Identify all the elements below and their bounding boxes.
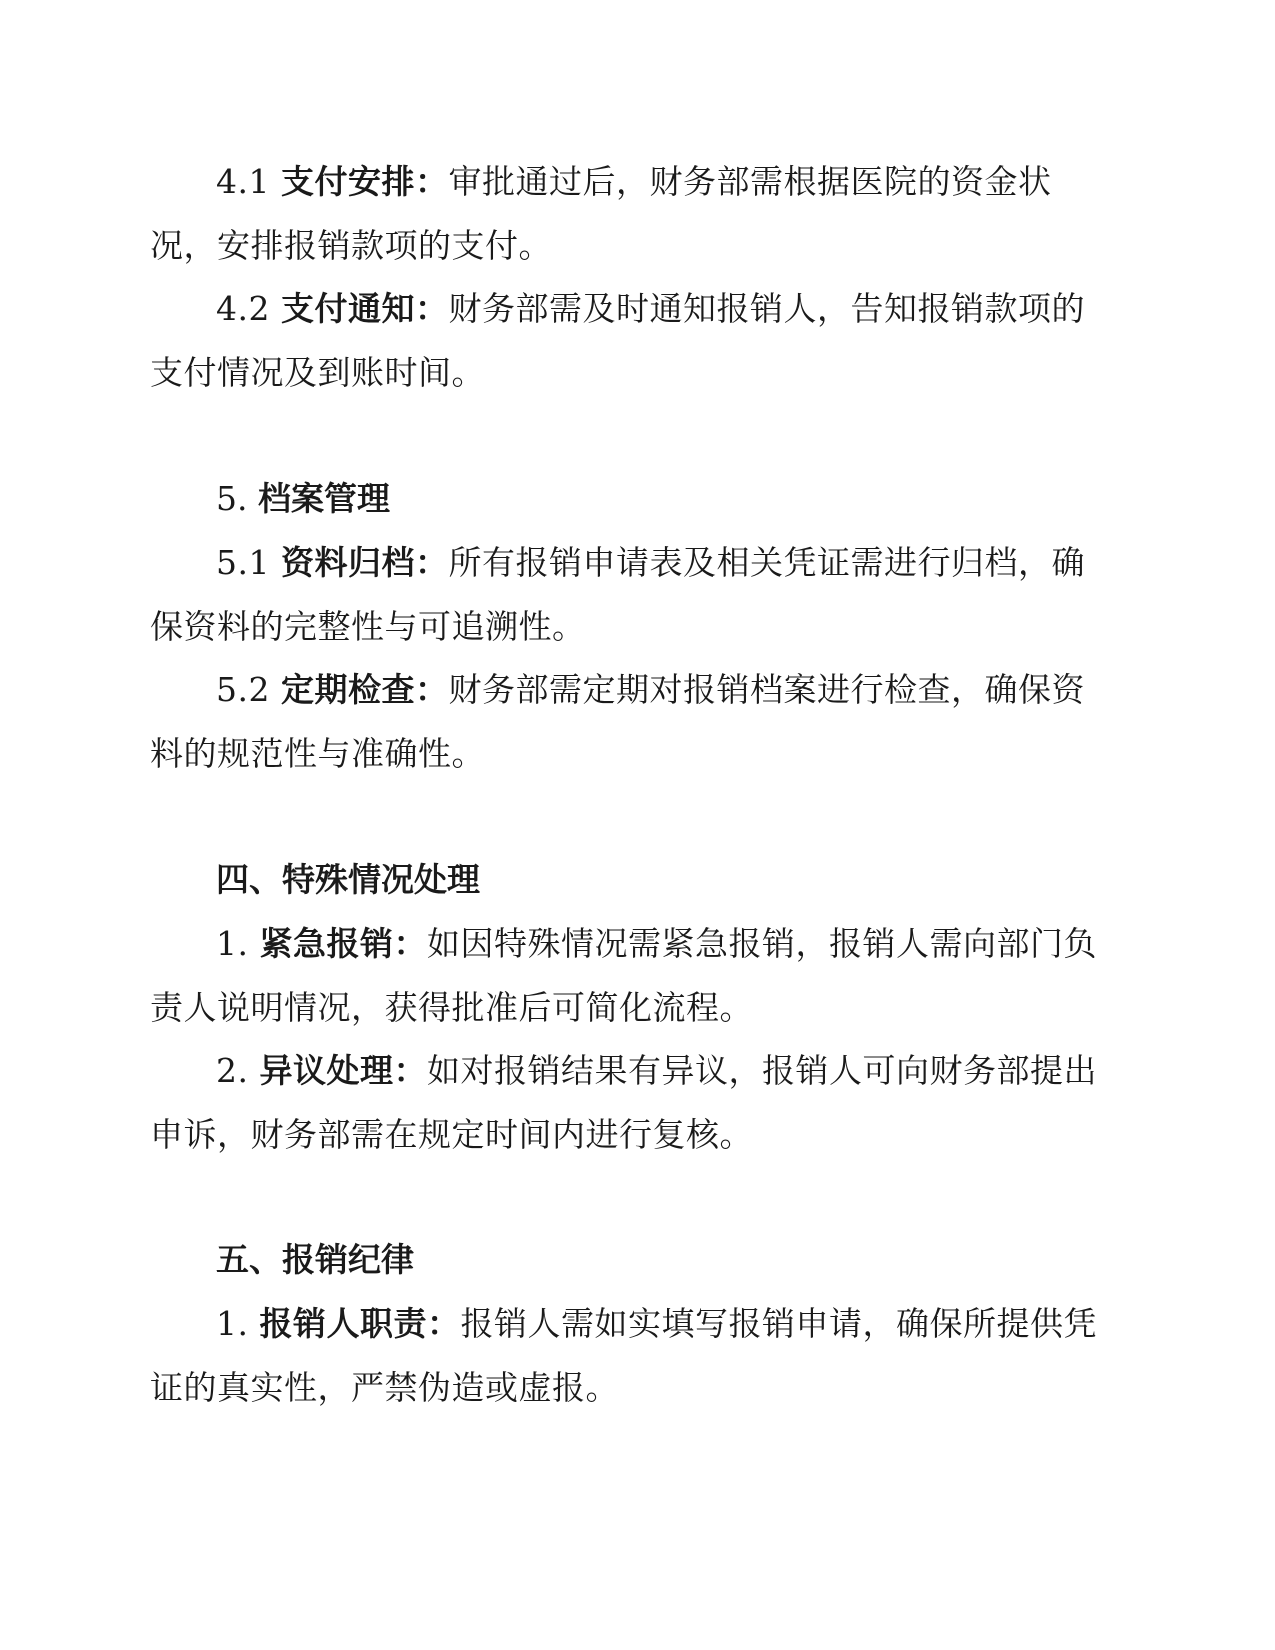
item-text: 所有报销申请表及相关凭证需进行归档，确保资料的完整性与可追溯性。 [150,543,1085,646]
item-label: 支付通知： [280,289,449,328]
item-label: 资料归档： [280,543,449,582]
paragraph-five-1 [150,1292,1110,1420]
item-label: 定期检查： [280,670,449,709]
item-text: 如因特殊情况需紧急报销，报销人需向部门负责人说明情况，获得批准后可简化流程。 [150,924,1097,1027]
item-text: 财务部需定期对报销档案进行检查，确保资料的规范性与准确性。 [150,670,1085,773]
paragraph-four-2 [150,1039,1110,1167]
heading-number: 5. [216,479,258,518]
paragraph-5-2 [150,658,1110,786]
paragraph-4-1 [150,150,1110,278]
item-number: 5.2 [216,670,281,709]
chapter-heading-five: 五、报销纪律 [216,1240,414,1279]
chapter-heading-four: 四、特殊情况处理 [216,860,480,899]
item-number: 1. [216,924,260,963]
item-number: 2. [216,1051,260,1090]
section-heading-5 [216,467,390,531]
item-label: 支付安排： [280,162,449,201]
item-number: 1. [216,1304,260,1343]
paragraph-four-1 [150,912,1110,1040]
item-label: 异议处理： [259,1051,427,1090]
item-text: 如对报销结果有异议，报销人可向财务部提出申诉，财务部需在规定时间内进行复核。 [150,1051,1097,1154]
item-text: 报销人需如实填写报销申请，确保所提供凭证的真实性，严禁伪造或虚报。 [150,1304,1097,1407]
heading-label: 档案管理 [257,479,390,518]
item-text: 财务部需及时通知报销人，告知报销款项的支付情况及到账时间。 [150,289,1085,392]
item-number: 4.1 [216,162,281,201]
item-number: 5.1 [216,543,281,582]
item-label: 报销人职责： [259,1304,461,1343]
item-text: 审批通过后，财务部需根据医院的资金状况，安排报销款项的支付。 [150,162,1052,265]
paragraph-4-2 [150,277,1110,405]
item-number: 4.2 [216,289,281,328]
paragraph-5-1 [150,531,1110,659]
item-label: 紧急报销： [259,924,427,963]
